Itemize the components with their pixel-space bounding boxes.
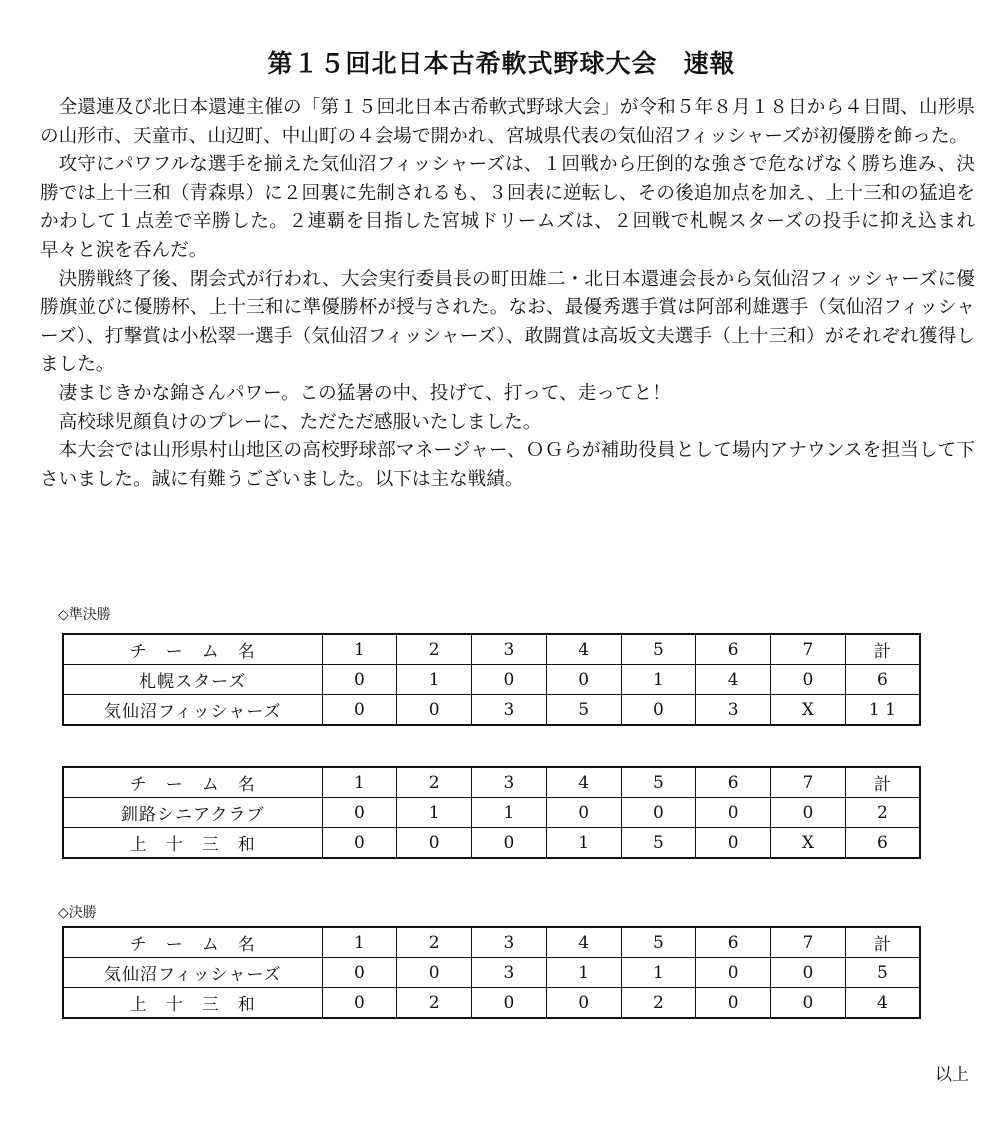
article-body xyxy=(40,94,975,494)
table-header-row xyxy=(63,634,920,665)
header-team-name: チ ー ム 名 xyxy=(63,634,322,665)
table-row xyxy=(63,988,920,1019)
table-header-row xyxy=(63,927,920,958)
table-row xyxy=(63,695,920,726)
header-cell: 1 xyxy=(322,767,397,798)
score-cell: 0 xyxy=(397,828,472,859)
score-cell: 0 xyxy=(696,828,771,859)
score-cell: 0 xyxy=(322,798,397,828)
paragraph-4: 凄まじきかな錦さんパワー。この猛暑の中、投げて、打って、走ってと！ xyxy=(58,382,671,404)
team-name: 上 十 三 和 xyxy=(63,988,322,1019)
paragraph-5: 高校球児顔負けのプレーに、ただただ感服いたしました。 xyxy=(58,411,542,433)
header-cell: 6 xyxy=(696,927,771,958)
header-cell: 計 xyxy=(845,634,920,665)
header-cell: 4 xyxy=(546,634,621,665)
score-cell: 0 xyxy=(546,665,621,695)
score-cell: 0 xyxy=(696,958,771,988)
score-cell: 0 xyxy=(322,958,397,988)
score-cell: 1 xyxy=(397,665,472,695)
score-cell: 2 xyxy=(621,988,696,1019)
score-cell: 0 xyxy=(621,695,696,726)
paragraph-3: 決勝戦終了後、閉会式が行われ、大会実行委員長の町田雄二・北日本還連会長から気仙沼フィッシャーズに優勝旗並びに優勝杯、上十三和に準優勝杯が授与された。なお、最優秀選手賞は阿部利雄選手（気仙沼フィッシャーズ）、打撃賞は小松翠一選手（気仙沼フィッシャーズ）、敢闘賞は高坂文夫選手（上十三和）がそれぞれ獲得しました。 xyxy=(40,268,975,376)
header-cell: 6 xyxy=(696,634,771,665)
score-cell: 5 xyxy=(546,695,621,726)
header-cell: 7 xyxy=(771,927,846,958)
header-cell: 1 xyxy=(322,634,397,665)
paragraph-6: 本大会では山形県村山地区の高校野球部マネージャー、ＯＧらが補助役員として場内アナウンスを担当して下さいました。誠に有難うございました。以下は主な戦績。 xyxy=(40,440,975,490)
team-name: 気仙沼フィッシャーズ xyxy=(63,958,322,988)
score-cell: 0 xyxy=(771,665,846,695)
semifinal-label: ◇準決勝 xyxy=(58,607,111,623)
score-cell: 5 xyxy=(845,958,920,988)
scoreboard-semifinal-1 xyxy=(62,633,921,726)
header-cell: 1 xyxy=(322,927,397,958)
header-cell: 2 xyxy=(397,634,472,665)
header-cell: 3 xyxy=(472,767,547,798)
score-cell: 0 xyxy=(322,988,397,1019)
score-cell: 0 xyxy=(397,958,472,988)
header-cell: 7 xyxy=(771,767,846,798)
score-cell: 1 xyxy=(621,665,696,695)
score-cell: 2 xyxy=(397,988,472,1019)
scoreboard-semifinal-2 xyxy=(62,766,921,859)
score-cell: 0 xyxy=(546,988,621,1019)
team-name: 気仙沼フィッシャーズ xyxy=(63,695,322,726)
team-name: 上 十 三 和 xyxy=(63,828,322,859)
score-cell: 1 xyxy=(472,798,547,828)
score-cell: 3 xyxy=(696,695,771,726)
score-cell: 1 xyxy=(546,828,621,859)
score-cell: 1 1 xyxy=(845,695,920,726)
table-row xyxy=(63,828,920,859)
header-cell: 7 xyxy=(771,634,846,665)
score-cell: X xyxy=(771,695,846,726)
score-cell: 6 xyxy=(845,665,920,695)
header-cell: 5 xyxy=(621,634,696,665)
table-row xyxy=(63,958,920,988)
header-cell: 計 xyxy=(845,767,920,798)
score-cell: 0 xyxy=(696,988,771,1019)
paragraph-2: 攻守にパワフルな選手を揃えた気仙沼フィッシャーズは、１回戦から圧倒的な強さで危なげなく勝ち進み、決勝では上十三和（青森県）に２回裏に先制されるも、３回表に逆転し、その後追加点を加え、上十三和の猛追をかわして１点差で辛勝した。２連覇を目指した宮城ドリームズは、２回戦で札幌スターズの投手に抑え込まれ早々と涙を呑んだ。 xyxy=(40,154,975,261)
page-title: 第１５回北日本古希軟式野球大会 速報 xyxy=(267,49,736,78)
table-row xyxy=(63,798,920,828)
score-cell: 2 xyxy=(845,798,920,828)
score-cell: 0 xyxy=(696,798,771,828)
final-label: ◇決勝 xyxy=(58,905,97,921)
score-cell: 0 xyxy=(472,828,547,859)
score-cell: X xyxy=(771,828,846,859)
score-cell: 4 xyxy=(696,665,771,695)
header-cell: 3 xyxy=(472,927,547,958)
score-cell: 1 xyxy=(397,798,472,828)
score-cell: 3 xyxy=(472,958,547,988)
score-cell: 0 xyxy=(472,988,547,1019)
score-cell: 0 xyxy=(397,695,472,726)
score-cell: 0 xyxy=(322,665,397,695)
paragraph-1: 全還連及び北日本還連主催の「第１５回北日本古希軟式野球大会」が令和５年８月１８日から４日間、山形県の山形市、天童市、山辺町、中山町の４会場で開かれ、宮城県代表の気仙沼フィッシャーズが初優勝を飾った。 xyxy=(40,97,975,147)
header-cell: 4 xyxy=(546,927,621,958)
table-row xyxy=(63,665,920,695)
score-cell: 0 xyxy=(322,828,397,859)
score-cell: 0 xyxy=(771,958,846,988)
score-cell: 6 xyxy=(845,828,920,859)
header-team-name: チ ー ム 名 xyxy=(63,767,322,798)
score-cell: 0 xyxy=(472,665,547,695)
score-cell: 0 xyxy=(621,798,696,828)
team-name: 札幌スターズ xyxy=(63,665,322,695)
header-cell: 5 xyxy=(621,927,696,958)
score-cell: 1 xyxy=(621,958,696,988)
score-cell: 0 xyxy=(771,988,846,1019)
score-cell: 0 xyxy=(546,798,621,828)
score-cell: 0 xyxy=(322,695,397,726)
header-cell: 2 xyxy=(397,927,472,958)
team-name: 釧路シニアクラブ xyxy=(63,798,322,828)
scoreboard-final xyxy=(62,926,921,1019)
header-team-name: チ ー ム 名 xyxy=(63,927,322,958)
score-cell: 5 xyxy=(621,828,696,859)
header-cell: 3 xyxy=(472,634,547,665)
score-cell: 4 xyxy=(845,988,920,1019)
closing-note: 以上 xyxy=(935,1065,969,1085)
header-cell: 4 xyxy=(546,767,621,798)
header-cell: 2 xyxy=(397,767,472,798)
header-cell: 5 xyxy=(621,767,696,798)
table-header-row xyxy=(63,767,920,798)
header-cell: 計 xyxy=(845,927,920,958)
score-cell: 0 xyxy=(771,798,846,828)
score-cell: 1 xyxy=(546,958,621,988)
header-cell: 6 xyxy=(696,767,771,798)
score-cell: 3 xyxy=(472,695,547,726)
